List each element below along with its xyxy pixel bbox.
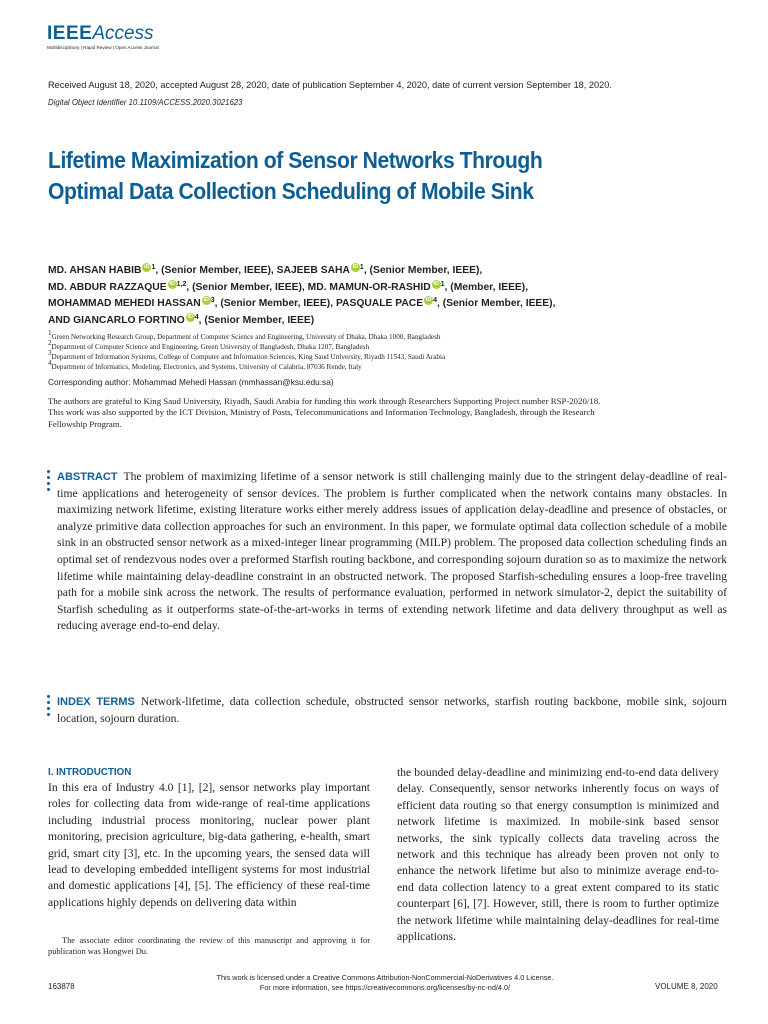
author-name: MD. AHSAN HABIB <box>48 265 142 276</box>
abstract-label: ABSTRACT <box>57 471 118 483</box>
orcid-icon[interactable]: iD <box>144 264 150 270</box>
author-affil-sup: 4 <box>194 313 199 321</box>
author-name: AND GIANCARLO FORTINO <box>48 314 185 326</box>
author-affil-sup: 1 <box>440 280 445 288</box>
received-dates: Received August 18, 2020, accepted August 28, 2020, date of publication September 4, 2020, date of current version September 18, 2020. <box>48 80 612 90</box>
orcid-icon[interactable]: iD <box>433 280 439 287</box>
license-line: This work is licensed under a Creative Commons Attribution-NonCommercial-NoDerivatives 4.0 License. <box>216 973 554 982</box>
license-notice <box>150 973 620 992</box>
affiliation-item: $^1$Green Networking Research Group, Department of Computer Science and Engineering, University of Dhaka, Dhaka 1000, Bangladesh <box>48 329 441 341</box>
orcid-icon[interactable]: iD <box>169 280 175 287</box>
journal-tagline: Multidisciplinary | Rapid Review | Open Access Journal <box>47 45 159 50</box>
author-affil-sup: 3 <box>210 297 215 305</box>
author-affil-sup: 1 <box>359 264 364 271</box>
page-number: 163878 <box>48 982 75 991</box>
author-role: , (Senior Member, IEEE), <box>155 265 277 276</box>
editor-footnote: The associate editor coordinating the review of this manuscript and approving it for publication was Hongwei Du. <box>48 936 370 956</box>
volume-label: VOLUME 8, 2020 <box>655 982 718 991</box>
orcid-icon[interactable]: iD <box>187 313 193 320</box>
doi-line[interactable]: Digital Object Identifier 10.1109/ACCESS.2020.3021623 <box>48 98 243 107</box>
abstract-text: The problem of maximizing lifetime of a sensor network is still challenging mainly due to the stringent delay-deadline of real-time applications and heterogeneity of sensor devices. The problem is further complicated when the network contains many obstacles. In maximizing network lifetime, existing literature works either merely address issues of application delay-deadline and presence of obstacles, or analyze primitive data collection approaches for such an environment. In this paper, we formulate optimal data collection schedule of a mobile sink in an obstructed sensor network as a mixed-integer linear programming (MILP) problem. The proposed data collection scheduling finds an optimal set of rendezvous nodes over a preformed Starfish routing backbone, and corresponding sojourn duration so as to maximize the network lifetime while maintaining delay-deadline constraint in an obstructed network. The proposed Starfish-scheduling ensures a loop-free traveling path for a mobile sink across the network. The results of performance evaluation, performed in network simulator-2, depict the suitability of Starfish scheduling as it outperforms state-of-the-art-works in terms of extending network lifetime and data delivery throughput as well as reducing average end-to-end delay. <box>57 470 728 633</box>
index-terms-label: INDEX TERMS <box>57 696 135 708</box>
intro-right-column: the bounded delay-deadline and minimizing end-to-end data delivery delay. Consequently, sensor networks inherently focus on ways of efficient data routing so that energy consumption is minimized and network lifetime is maximized. In mobile-sink based sensor networks, the sink typically collects data traveling across the network and this technique has already been proven not only to enhance the network lifetime but also to minimize average end-to-end data collection latency to a great extent compared to its static counterpart [6], [7]. However, still, there is room to further optimize the network lifetime while maintaining delay-deadlines for real-time applications. <box>397 766 719 944</box>
abstract <box>57 469 727 635</box>
paper-title: Lifetime Maximization of Sensor Networks Through Optimal Data Collection Scheduling of Mobile Sink <box>48 147 543 204</box>
author-role: , (Senior Member, IEEE), <box>363 265 483 276</box>
author-list <box>48 263 738 329</box>
affiliation-item: $^4$Department of Informatics, Modeling, Electronics, and Systems, University of Calabria, 87036 Rende, Italy <box>48 359 362 371</box>
journal-logo <box>47 24 159 50</box>
author-name: SAJEEB SAHA <box>276 265 350 276</box>
corresponding-author: Corresponding author: Mohammad Mehedi Hassan (mmhassan@ksu.edu.sa) <box>48 377 334 387</box>
funding-statement: The authors are grateful to King Saud University, Riyadh, Saudi Arabia for funding this work through Researchers Supporting Project number RSP-2020/18. This work was also supported by the ICT Division, Ministry of Posts, Telecommunications and Information Technology, Bangladesh, through the Research Fellowship Program. <box>48 396 601 429</box>
index-terms-text: Network-lifetime, data collection schedule, obstructed sensor networks, starfish routing backbone, mobile sink, sojourn location, sojourn duration. <box>57 695 727 725</box>
index-terms <box>57 694 727 727</box>
author-name: PASQUALE PACE <box>335 298 424 310</box>
license-link[interactable]: For more information, see https://creativecommons.org/licenses/by-nc-nd/4.0/ <box>259 982 511 992</box>
abstract-dots-decoration <box>47 470 50 494</box>
author-name: MOHAMMAD MEHEDI HASSAN <box>48 298 201 310</box>
author-name: MD. ABDUR RAZZAQUE <box>48 281 167 293</box>
logo-access-text: Access <box>92 23 154 44</box>
author-role: , (Senior Member, IEEE) <box>198 314 315 326</box>
author-role: , (Senior Member, IEEE), <box>214 298 336 310</box>
orcid-icon[interactable]: iD <box>352 264 359 270</box>
section-heading: I. INTRODUCTION <box>48 767 132 778</box>
author-name: MD. MAMUN-OR-RASHID <box>307 281 431 293</box>
affiliation-item: $^3$Department of Information Systems, College of Computer and Information Sciences, King Saud University, Riyadh 11543, Saudi Arabia <box>48 349 446 361</box>
author-role: , (Senior Member, IEEE), <box>186 281 308 293</box>
orcid-icon[interactable]: iD <box>203 297 209 304</box>
author-role: , (Senior Member, IEEE), <box>437 298 556 310</box>
intro-left-column: In this era of Industry 4.0 [1], [2], sensor networks play important roles for collecting data from wide-range of real-time applications including industrial process monitoring, nuclear power plant monitoring, precision agriculture, big-data gathering, e-health, smart grid, smart city [3], etc. In the upcoming years, the sensed data will lead to developing embedded intelligent systems for most industrial and domestic applications [4], [5]. The efficiency of these real-time applications highly depends on delivering data within <box>48 781 370 909</box>
affiliation-item: $^2$Department of Computer Science and Engineering, Green University of Bangladesh, Dhaka 1207, Bangladesh <box>48 339 370 351</box>
author-affil-sup: 1,2 <box>176 280 187 288</box>
author-role: , (Member, IEEE), <box>444 281 529 293</box>
logo-ieee-text: IEEE <box>47 23 93 44</box>
author-affil-sup: 4 <box>433 297 438 305</box>
index-terms-dots-decoration <box>47 695 50 719</box>
orcid-icon[interactable]: iD <box>425 297 432 304</box>
author-affil-sup: 1 <box>151 264 156 271</box>
affiliations <box>48 329 738 372</box>
